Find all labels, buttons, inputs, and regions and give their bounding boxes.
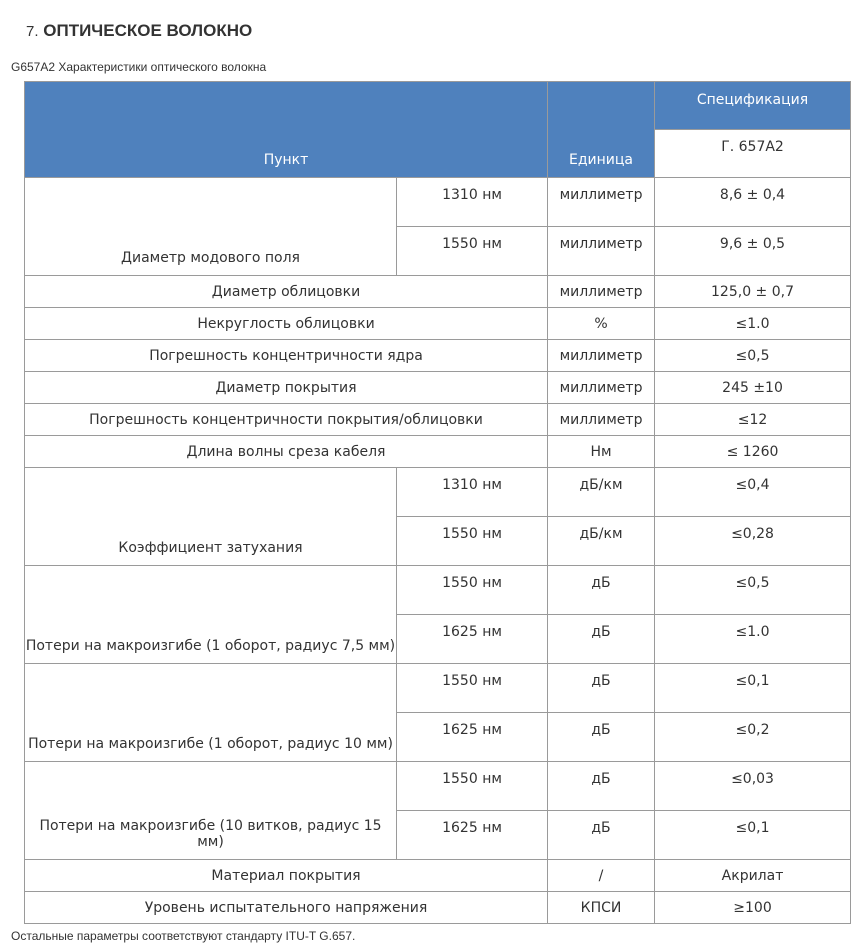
fiber-spec-table <box>24 81 851 924</box>
unit-cell: / <box>548 860 655 892</box>
header-spec-sub: Г. 657А2 <box>655 130 851 178</box>
wavelength-cell: 1550 нм <box>397 664 548 713</box>
unit-cell: миллиметр <box>548 372 655 404</box>
unit-cell: миллиметр <box>548 227 655 276</box>
value-cell: ≤0,5 <box>655 340 851 372</box>
wavelength-cell: 1310 нм <box>397 468 548 517</box>
unit-cell: дБ/км <box>548 517 655 566</box>
row-label: Погрешность концентричности ядра <box>25 340 548 372</box>
value-cell: 245 ±10 <box>655 372 851 404</box>
row-label: Потери на макроизгибе (1 оборот, радиус 10 мм) <box>25 664 397 762</box>
value-cell: 125,0 ± 0,7 <box>655 276 851 308</box>
row-label: Потери на макроизгибе (1 оборот, радиус 7,5 мм) <box>25 566 397 664</box>
header-item: Пункт <box>25 82 548 178</box>
unit-cell: дБ <box>548 811 655 860</box>
row-label: Длина волны среза кабеля <box>25 436 548 468</box>
row-label: Материал покрытия <box>25 860 548 892</box>
value-cell: ≤12 <box>655 404 851 436</box>
table-caption: G657A2 Характеристики оптического волокна <box>11 60 267 74</box>
value-cell: ≤0,03 <box>655 762 851 811</box>
wavelength-cell: 1550 нм <box>397 566 548 615</box>
wavelength-cell: 1550 нм <box>397 517 548 566</box>
value-cell: ≥100 <box>655 892 851 924</box>
value-cell: ≤0,1 <box>655 811 851 860</box>
header-spec: Спецификация <box>655 82 851 130</box>
row-label: Потери на макроизгибе (10 витков, радиус 15 мм) <box>25 762 397 860</box>
section-number: 7. <box>26 23 39 40</box>
value-cell: ≤1.0 <box>655 615 851 664</box>
row-label: Коэффициент затухания <box>25 468 397 566</box>
unit-cell: дБ <box>548 664 655 713</box>
value-cell: Акрилат <box>655 860 851 892</box>
wavelength-cell: 1310 нм <box>397 178 548 227</box>
wavelength-cell: 1550 нм <box>397 227 548 276</box>
wavelength-cell: 1625 нм <box>397 811 548 860</box>
unit-cell: дБ <box>548 615 655 664</box>
value-cell: ≤0,4 <box>655 468 851 517</box>
header-unit: Единица <box>548 82 655 178</box>
value-cell: 9,6 ± 0,5 <box>655 227 851 276</box>
unit-cell: КПСИ <box>548 892 655 924</box>
value-cell: ≤0,1 <box>655 664 851 713</box>
section-heading: ОПТИЧЕСКОЕ ВОЛОКНО <box>43 21 253 40</box>
unit-cell: миллиметр <box>548 178 655 227</box>
row-label: Диаметр облицовки <box>25 276 548 308</box>
row-label: Погрешность концентричности покрытия/облицовки <box>25 404 548 436</box>
section-title <box>26 20 252 43</box>
row-label: Уровень испытательного напряжения <box>25 892 548 924</box>
value-cell: 8,6 ± 0,4 <box>655 178 851 227</box>
unit-cell: миллиметр <box>548 340 655 372</box>
footnote: Остальные параметры соответствуют стандарту ITU-T G.657. <box>11 929 356 943</box>
unit-cell: миллиметр <box>548 276 655 308</box>
unit-cell: Нм <box>548 436 655 468</box>
row-label: Некруглость облицовки <box>25 308 548 340</box>
value-cell: ≤ 1260 <box>655 436 851 468</box>
wavelength-cell: 1625 нм <box>397 713 548 762</box>
value-cell: ≤1.0 <box>655 308 851 340</box>
unit-cell: миллиметр <box>548 404 655 436</box>
value-cell: ≤0,5 <box>655 566 851 615</box>
unit-cell: дБ <box>548 566 655 615</box>
row-label: Диаметр модового поля <box>25 178 397 276</box>
wavelength-cell: 1625 нм <box>397 615 548 664</box>
unit-cell: % <box>548 308 655 340</box>
unit-cell: дБ/км <box>548 468 655 517</box>
value-cell: ≤0,2 <box>655 713 851 762</box>
unit-cell: дБ <box>548 713 655 762</box>
value-cell: ≤0,28 <box>655 517 851 566</box>
row-label: Диаметр покрытия <box>25 372 548 404</box>
wavelength-cell: 1550 нм <box>397 762 548 811</box>
unit-cell: дБ <box>548 762 655 811</box>
